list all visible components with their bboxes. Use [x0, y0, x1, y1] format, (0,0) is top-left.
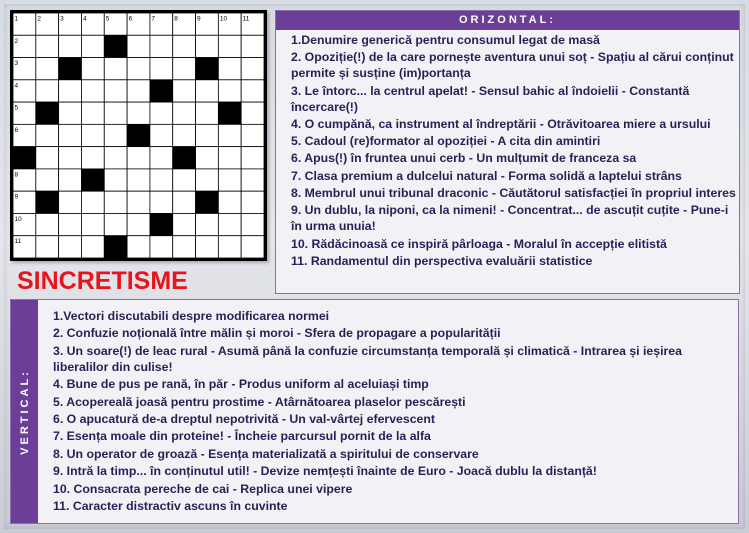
- grid-cell[interactable]: [150, 35, 173, 57]
- black-cell: [36, 191, 59, 213]
- grid-cell[interactable]: [173, 191, 196, 213]
- orizontal-clue-2: 2. Opoziție(!) de la care pornește aventura unui soț - Spațiu al cărui conținut permite și susține (im)portanța: [291, 50, 734, 81]
- grid-cell[interactable]: [196, 213, 219, 235]
- crossword-grid-svg[interactable]: [13, 13, 264, 258]
- orizontal-clue-9: 9. Un dublu, la niponi, ca la nimeni! - Concentrat... de ascuțit cuțite - Pune-i în urma unuia!: [291, 203, 729, 234]
- grid-cell[interactable]: [59, 124, 82, 146]
- grid-cell[interactable]: [173, 236, 196, 258]
- grid-cell[interactable]: [104, 80, 127, 102]
- grid-cell[interactable]: [104, 102, 127, 124]
- grid-cell[interactable]: [36, 213, 59, 235]
- orizontal-clue-7: 7. Clasa premium a dulcelui natural - Forma solidă a laptelui strâns: [291, 168, 682, 183]
- grid-cell[interactable]: [59, 147, 82, 169]
- grid-cell[interactable]: [127, 35, 150, 57]
- grid-cell[interactable]: [241, 191, 264, 213]
- grid-cell[interactable]: [36, 147, 59, 169]
- grid-cell[interactable]: [241, 124, 264, 146]
- vertical-header: VERTICAL:: [18, 368, 31, 455]
- grid-cell[interactable]: [104, 169, 127, 191]
- black-cell: [150, 213, 173, 235]
- row-number: 6: [14, 126, 19, 134]
- grid-cell[interactable]: [150, 169, 173, 191]
- grid-cell[interactable]: [241, 213, 264, 235]
- grid-cell[interactable]: [196, 147, 219, 169]
- grid-cell[interactable]: [81, 147, 104, 169]
- grid-cell[interactable]: [81, 191, 104, 213]
- grid-cell[interactable]: [36, 169, 59, 191]
- column-number: 5: [105, 15, 110, 23]
- grid-cell[interactable]: [218, 191, 241, 213]
- column-number: 11: [242, 15, 250, 23]
- grid-cell[interactable]: [218, 58, 241, 80]
- row-number: 10: [14, 215, 22, 223]
- crossword-grid[interactable]: [10, 10, 267, 261]
- row-number: 2: [14, 37, 19, 45]
- grid-cell[interactable]: [59, 80, 82, 102]
- grid-cell[interactable]: [241, 80, 264, 102]
- grid-cell[interactable]: [104, 191, 127, 213]
- black-cell: [173, 147, 196, 169]
- orizontal-clue-4: 4. O cumpănă, ca instrument al îndreptării - Otrăvitoarea miere a ursului: [291, 116, 711, 131]
- grid-cell[interactable]: [196, 169, 219, 191]
- grid-cell[interactable]: [196, 124, 219, 146]
- grid-cell[interactable]: [127, 80, 150, 102]
- grid-cell[interactable]: [81, 102, 104, 124]
- vertical-clue-2: 2. Confuzie noțională între mălin și moroi - Sfera de propagare a popularității: [53, 326, 501, 341]
- row-number: 7: [14, 149, 19, 157]
- black-cell: [196, 191, 219, 213]
- grid-cell[interactable]: [127, 169, 150, 191]
- black-cell: [218, 102, 241, 124]
- row-number: 5: [14, 104, 19, 112]
- column-number: 1: [14, 15, 19, 23]
- orizontal-clue-1: 1.Denumire generică pentru consumul legat de masă: [291, 33, 600, 47]
- puzzle-title: SINCRETISME: [17, 267, 188, 295]
- grid-cell[interactable]: [59, 236, 82, 258]
- grid-cell[interactable]: [36, 58, 59, 80]
- column-number: 7: [151, 15, 156, 23]
- grid-cell[interactable]: [150, 191, 173, 213]
- orizontal-panel: [275, 10, 740, 294]
- black-cell: [81, 169, 104, 191]
- grid-cell[interactable]: [241, 236, 264, 258]
- grid-cell[interactable]: [59, 191, 82, 213]
- grid-cell[interactable]: [173, 35, 196, 57]
- orizontal-clue-11: 11. Randamentul din perspectiva evaluării statistice: [291, 253, 593, 268]
- grid-cell[interactable]: [218, 80, 241, 102]
- grid-cell[interactable]: [81, 35, 104, 57]
- orizontal-clue-3: 3. Le întorc... la centrul apelat! - Sensul bahic al îndoielii - Constantă încercare(!): [291, 83, 690, 114]
- column-number: 3: [60, 15, 64, 23]
- grid-cell[interactable]: [173, 213, 196, 235]
- grid-cell[interactable]: [36, 80, 59, 102]
- grid-cell[interactable]: [104, 58, 127, 80]
- grid-cell[interactable]: [36, 236, 59, 258]
- grid-cell[interactable]: [104, 213, 127, 235]
- vertical-clue-8: 8. Un operator de groază - Esența materializată a spiritului de conservare: [53, 446, 479, 461]
- grid-cell[interactable]: [173, 124, 196, 146]
- grid-cell[interactable]: [241, 35, 264, 57]
- orizontal-clue-10: 10. Rădăcinoasă ce inspiră pârloaga - Moralul în accepție elitistă: [291, 236, 667, 251]
- vertical-clue-9: 9. Intră la timp... în conținutul util! - Devize nemțești înainte de Euro - Joacă dublu la distanță!: [53, 464, 597, 479]
- grid-cell[interactable]: [59, 213, 82, 235]
- grid-cell[interactable]: [81, 124, 104, 146]
- vertical-clue-10: 10. Consacrata pereche de cai - Replica unei vipere: [53, 481, 353, 496]
- grid-cell[interactable]: [218, 169, 241, 191]
- grid-cell[interactable]: [150, 102, 173, 124]
- row-number: 9: [14, 193, 19, 201]
- grid-cell[interactable]: [218, 124, 241, 146]
- grid-cell[interactable]: [218, 35, 241, 57]
- vertical-header-bar: [11, 300, 38, 523]
- grid-cell[interactable]: [81, 58, 104, 80]
- grid-cell[interactable]: [127, 213, 150, 235]
- black-cell: [127, 124, 150, 146]
- black-cell: [36, 102, 59, 124]
- vertical-panel: [10, 299, 739, 524]
- vertical-clue-11: 11. Caracter distractiv ascuns în cuvinte: [53, 498, 288, 513]
- vertical-clue-3: 3. Un soare(!) de leac rural - Asumă până la confuzie circumstanța temporală și climatică - Intrarea și ieșirea liberalilor din culise!: [53, 343, 682, 374]
- grid-cell[interactable]: [173, 58, 196, 80]
- grid-cell[interactable]: [196, 80, 219, 102]
- grid-cell[interactable]: [173, 169, 196, 191]
- grid-cell[interactable]: [127, 147, 150, 169]
- black-cell: [104, 35, 127, 57]
- grid-cell[interactable]: [59, 102, 82, 124]
- grid-cell[interactable]: [81, 236, 104, 258]
- grid-cell[interactable]: [81, 80, 104, 102]
- column-number: 10: [219, 15, 228, 23]
- grid-cell[interactable]: [150, 147, 173, 169]
- black-cell: [150, 80, 173, 102]
- black-cell: [196, 58, 219, 80]
- grid-cell[interactable]: [241, 58, 264, 80]
- vertical-clue-5: 5. Acoperealã joasă pentru prostime - Atârnătoarea plaselor pescărești: [53, 394, 466, 409]
- grid-cell[interactable]: [196, 35, 219, 57]
- grid-cell[interactable]: [36, 124, 59, 146]
- orizontal-clue-5: 5. Cadoul (re)formator al opoziției - A cita din amintiri: [291, 134, 601, 149]
- orizontal-clue-list: [291, 32, 736, 270]
- grid-cell[interactable]: [196, 102, 219, 124]
- orizontal-clue-8: 8. Membrul unui tribunal draconic - Căutătorul satisfacției în propriul interes: [291, 186, 736, 201]
- grid-cell[interactable]: [127, 191, 150, 213]
- grid-cell[interactable]: [127, 236, 150, 258]
- grid-cell[interactable]: [127, 58, 150, 80]
- grid-cell[interactable]: [241, 169, 264, 191]
- column-number: 2: [37, 15, 41, 23]
- grid-cell[interactable]: [196, 236, 219, 258]
- grid-cell[interactable]: [104, 147, 127, 169]
- column-number: 6: [128, 15, 133, 23]
- row-number: 3: [14, 60, 19, 68]
- grid-cell[interactable]: [127, 102, 150, 124]
- black-cell: [59, 58, 82, 80]
- grid-cell[interactable]: [59, 169, 82, 191]
- grid-cell[interactable]: [36, 35, 59, 57]
- column-number: 4: [82, 15, 87, 23]
- grid-cell[interactable]: [241, 147, 264, 169]
- row-number: 8: [14, 171, 19, 179]
- grid-cell[interactable]: [218, 147, 241, 169]
- vertical-clue-4: 4. Bune de pus pe rană, în păr - Produs uniform al aceluiași timp: [53, 377, 429, 392]
- vertical-clue-6: 6. O apucatură de-a dreptul nepotrivită - Un val-vârtej efervescent: [53, 411, 436, 426]
- row-number: 11: [14, 238, 22, 246]
- vertical-clue-list: [53, 308, 733, 515]
- grid-cell[interactable]: [150, 58, 173, 80]
- grid-cell[interactable]: [59, 35, 82, 57]
- grid-cell[interactable]: [173, 102, 196, 124]
- grid-cell[interactable]: [173, 80, 196, 102]
- grid-cell[interactable]: [150, 236, 173, 258]
- grid-cell[interactable]: [218, 236, 241, 258]
- orizontal-header: ORIZONTAL:: [276, 11, 739, 30]
- grid-cell[interactable]: [81, 213, 104, 235]
- column-number: 9: [197, 15, 201, 23]
- orizontal-clue-6: 6. Apus(!) în fruntea unui cerb - Un mulțumit de franceza sa: [291, 151, 637, 166]
- row-number: 4: [14, 82, 19, 90]
- grid-cell[interactable]: [218, 213, 241, 235]
- grid-cell[interactable]: [241, 102, 264, 124]
- grid-cell[interactable]: [150, 124, 173, 146]
- column-number: 8: [174, 15, 178, 23]
- grid-cell[interactable]: [104, 124, 127, 146]
- vertical-clue-7: 7. Esența moale din proteine! - Încheie parcursul pornit de la alfa: [53, 429, 431, 444]
- black-cell: [104, 236, 127, 258]
- vertical-clue-1: 1.Vectori discutabili despre modificarea normei: [53, 309, 330, 323]
